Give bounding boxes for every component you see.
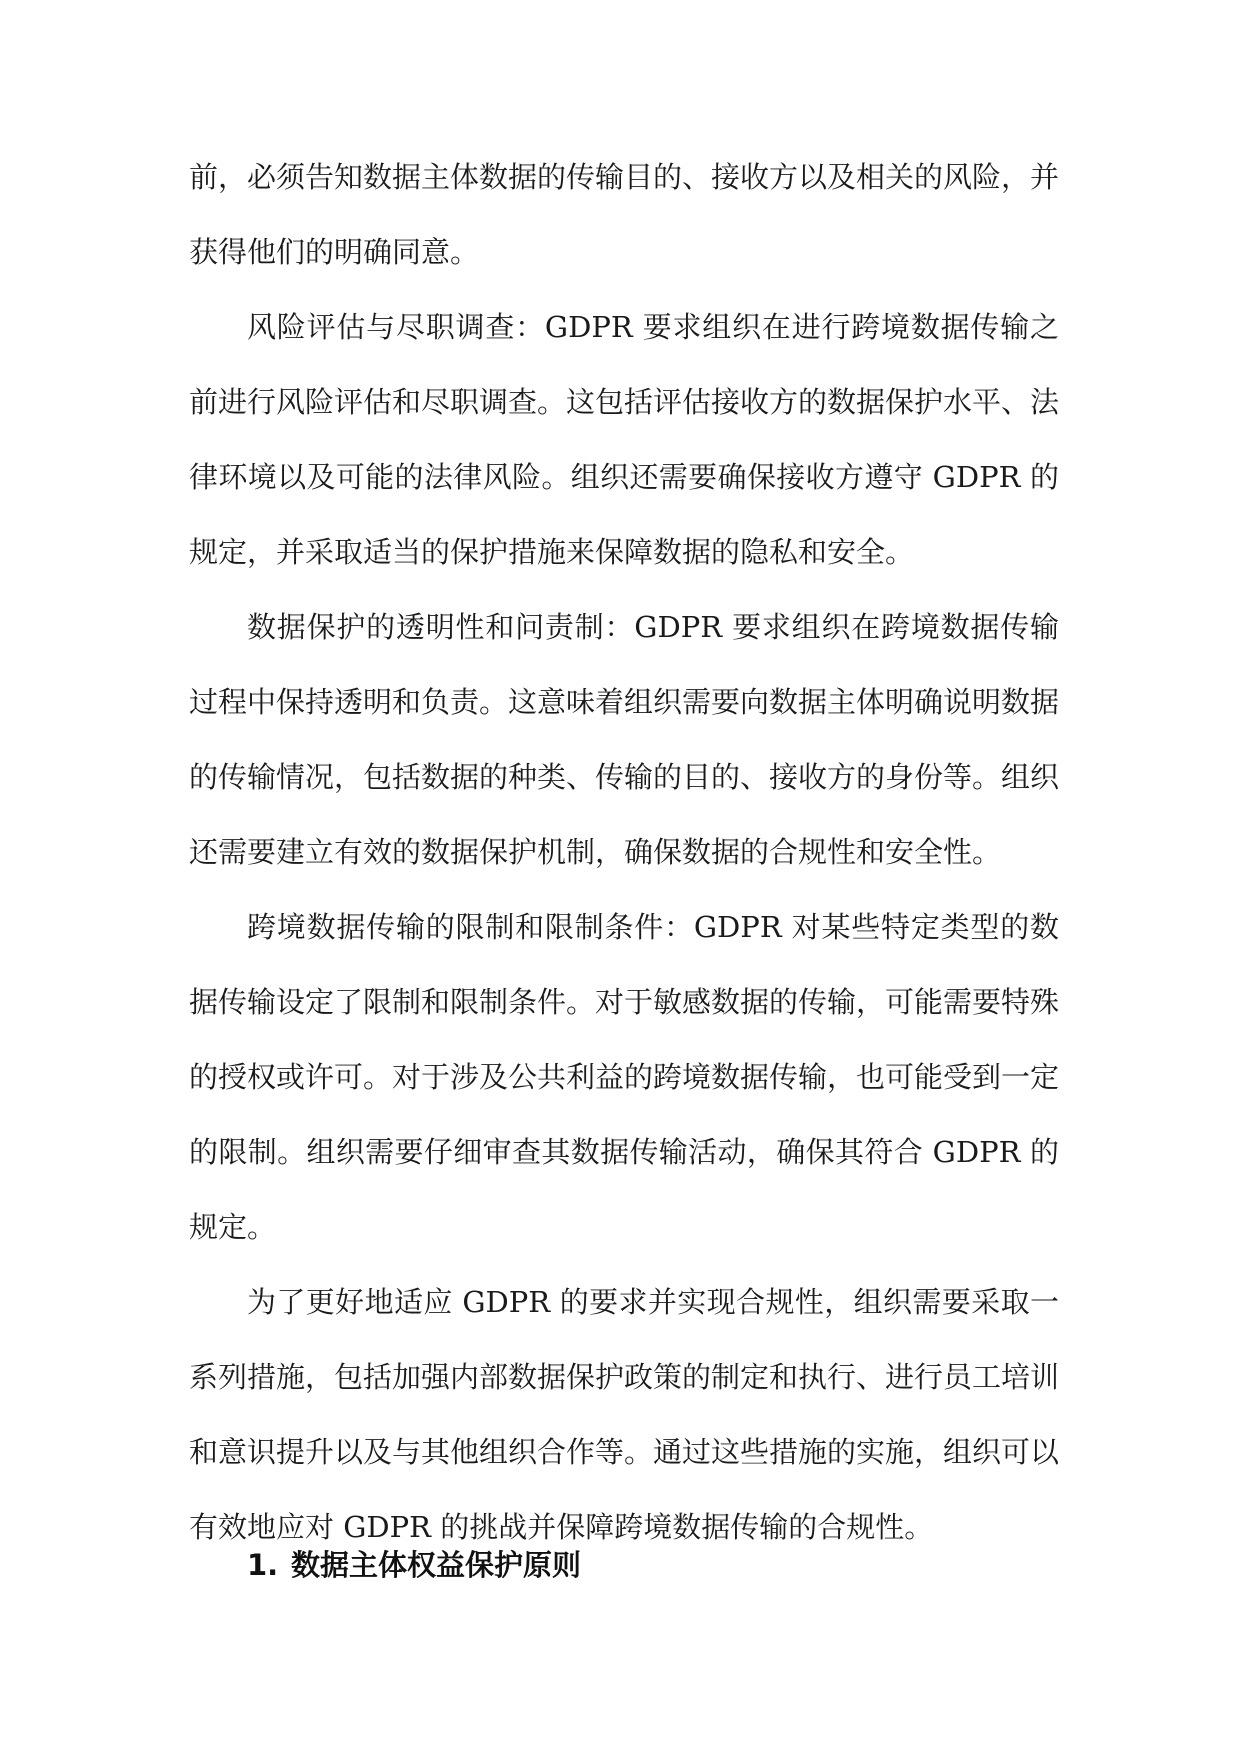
section-number: 1. [247, 1548, 279, 1582]
paragraph-1: 前，必须告知数据主体数据的传输目的、接收方以及相关的风险，并获得他们的明确同意。 [189, 160, 1060, 269]
body-text [189, 140, 1059, 1565]
paragraph-2: 风险评估与尽职调查：GDPR 要求组织在进行跨境数据传输之前进行风险评估和尽职调查。这包括评估接收方的数据保护水平、法律环境以及可能的法律风险。组织还需要确保接收方遵守 GDPR 的规定，并采取适当的保护措施来保障数据的隐私和安全。 [189, 310, 1060, 569]
section-heading [247, 1545, 581, 1585]
paragraph-4: 跨境数据传输的限制和限制条件：GDPR 对某些特定类型的数据传输设定了限制和限制条件。对于敏感数据的传输，可能需要特殊的授权或许可。对于涉及公共利益的跨境数据传输，也可能受到一定的限制。组织需要仔细审查其数据传输活动，确保其符合 GDPR 的规定。 [189, 910, 1060, 1244]
paragraph-3: 数据保护的透明性和问责制：GDPR 要求组织在跨境数据传输过程中保持透明和负责。这意味着组织需要向数据主体明确说明数据的传输情况，包括数据的种类、传输的目的、接收方的身份等。组织还需要建立有效的数据保护机制，确保数据的合规性和安全性。 [189, 610, 1060, 869]
section-title: 数据主体权益保护原则 [291, 1548, 582, 1582]
paragraph-5: 为了更好地适应 GDPR 的要求并实现合规性，组织需要采取一系列措施，包括加强内部数据保护政策的制定和执行、进行员工培训和意识提升以及与其他组织合作等。通过这些措施的实施，组织可以有效地应对 GDPR 的挑战并保障跨境数据传输的合规性。 [189, 1285, 1060, 1544]
